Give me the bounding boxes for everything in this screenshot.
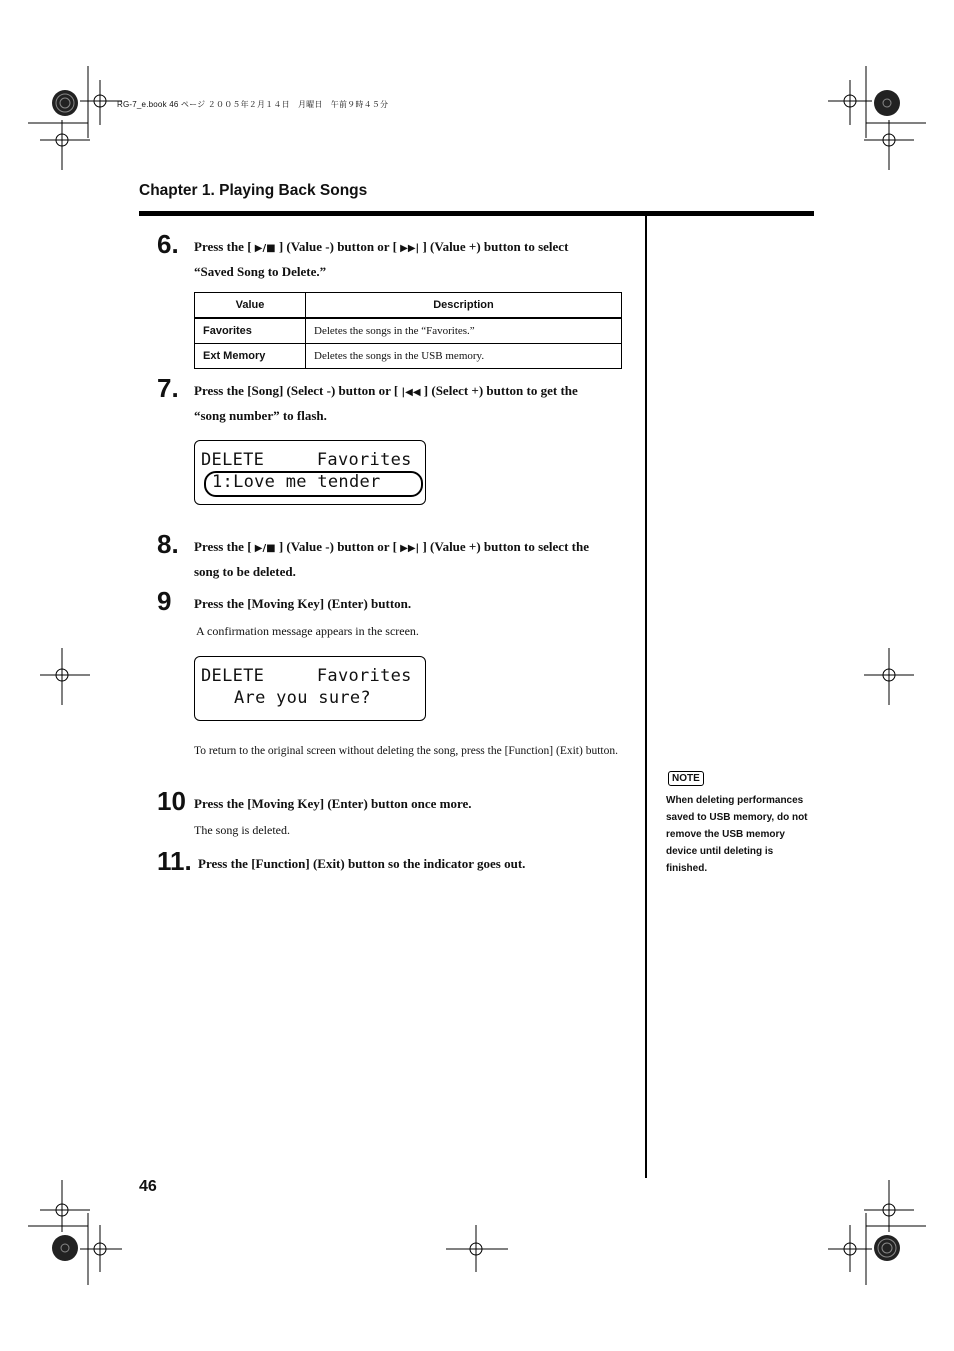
fast-forward-icon: ▶▶| bbox=[400, 243, 420, 254]
table-row bbox=[195, 318, 622, 344]
print-header: RG-7_e.book 46 ページ ２００５年２月１４日 月曜日 午前９時４５分 bbox=[117, 100, 389, 109]
table-header: Description bbox=[306, 293, 622, 319]
fast-forward-icon: ▶▶| bbox=[400, 543, 420, 554]
step-11-number: 11 . bbox=[157, 848, 192, 874]
lcd-row-2: 1:Love me tender bbox=[212, 472, 381, 492]
table-cell-value: Favorites bbox=[195, 318, 306, 344]
step-9-number: 9 bbox=[157, 586, 172, 616]
lcd-display-confirm bbox=[194, 656, 426, 721]
step-6-text: Press the [ ▶/■ ] (Value -) button or [ ▶▶| ] (Value +) button to select “Saved Song to Delete.” bbox=[194, 239, 569, 279]
table-cell-value: Ext Memory bbox=[195, 344, 306, 369]
step-10-body: The song is deleted. bbox=[194, 823, 290, 837]
table-header-row bbox=[195, 293, 622, 319]
lcd-row-1: DELETE Favorites bbox=[201, 666, 412, 686]
play-stop-icon: ▶/■ bbox=[254, 543, 276, 554]
lcd-row-1: DELETE Favorites bbox=[201, 450, 412, 470]
chapter-title: Chapter 1. Playing Back Songs bbox=[139, 182, 368, 199]
table-header: Value bbox=[195, 293, 306, 319]
note-badge: NOTE bbox=[668, 771, 704, 786]
step-8-text: Press the [ ▶/■ ] (Value -) button or [ ▶▶| ] (Value +) button to select the song to be deleted. bbox=[194, 539, 589, 579]
step-7-number: 7 . bbox=[157, 375, 179, 401]
note-text: When deleting performances saved to USB memory, do not remove the USB memory device until deleting is finished. bbox=[666, 795, 808, 874]
step-10-number: 10 bbox=[157, 786, 186, 816]
play-stop-icon: ▶/■ bbox=[254, 243, 276, 254]
table-cell-description: Deletes the songs in the USB memory. bbox=[306, 344, 622, 369]
lcd-row-2: Are you sure? bbox=[234, 688, 371, 708]
table-row bbox=[195, 344, 622, 369]
step-9-body: A confirmation message appears in the screen. bbox=[196, 624, 419, 638]
return-note: To return to the original screen without deleting the song, press the [Function] (Exit) button. bbox=[194, 745, 618, 757]
value-description-table bbox=[194, 292, 622, 369]
rewind-icon: |◀◀ bbox=[401, 387, 421, 398]
lcd-display-song-select bbox=[194, 440, 426, 505]
header-rule bbox=[139, 211, 814, 216]
page-number: 46 bbox=[139, 1178, 157, 1195]
step-9-text: Press the [Moving Key] (Enter) button. bbox=[194, 596, 412, 611]
table-cell-description: Deletes the songs in the “Favorites.” bbox=[306, 318, 622, 344]
step-8-number: 8 . bbox=[157, 531, 179, 557]
step-7-text: Press the [Song] (Select -) button or [ |◀◀ ] (Select +) button to get the “song number” to flash. bbox=[194, 383, 578, 423]
column-divider bbox=[645, 216, 647, 1178]
step-11-text: Press the [Function] (Exit) button so the indicator goes out. bbox=[198, 856, 526, 871]
step-6-number: 6 . bbox=[157, 231, 179, 257]
step-10-text: Press the [Moving Key] (Enter) button once more. bbox=[194, 796, 472, 811]
